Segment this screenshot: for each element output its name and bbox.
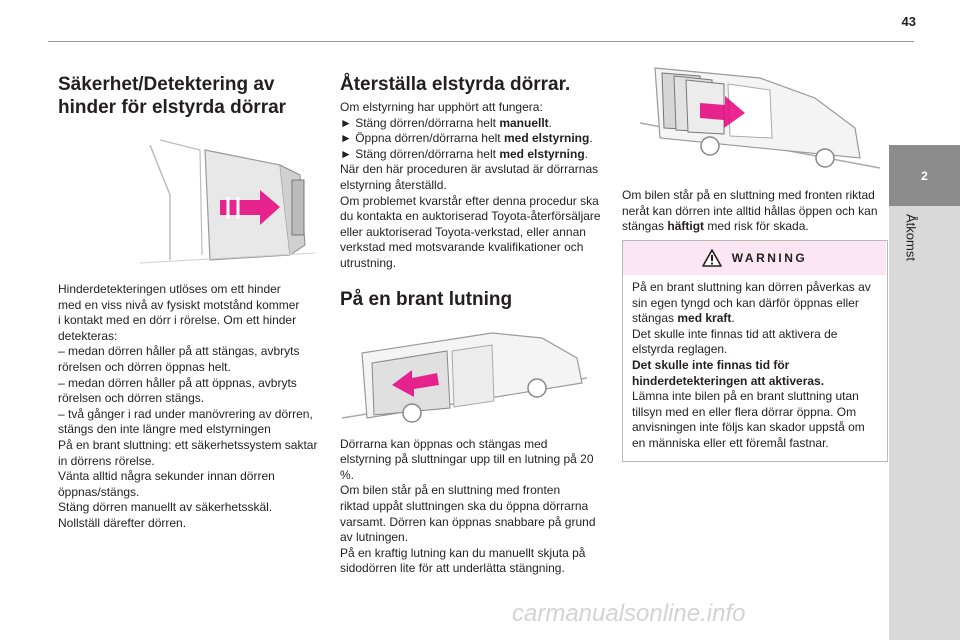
text-line: riktad uppåt sluttningen ska du öppna dörrarna: [340, 498, 589, 513]
text-line: Stäng dörren manuellt av säkerhetsskäl.: [58, 500, 273, 515]
text-line: i kontakt med en dörr i rörelse. Om ett hinder: [58, 313, 297, 328]
text-line: öppnas/stängs.: [58, 484, 140, 499]
text-line: verkstad med motsvarande kvalifikationer och: [340, 240, 584, 255]
text-line: utrustning.: [340, 255, 397, 270]
column-downhill: [622, 58, 887, 235]
text-line: neråt kan dörren inte alltid hållas öppen och kan: [622, 203, 878, 218]
text-emphasis: med kraft: [677, 311, 732, 326]
warning-title: WARNING: [731, 251, 808, 265]
step-text: ► Stäng dörren/dörrarna helt: [340, 146, 500, 161]
text-line: av lutningen.: [340, 530, 409, 545]
text-span: stängas: [632, 311, 678, 326]
van-uphill-slope-illustration: [342, 323, 587, 423]
text-line: [632, 311, 880, 327]
body-text: [58, 282, 326, 532]
body-text: [622, 188, 887, 235]
text-line: med en viss nivå av fysiskt motstånd kommer: [58, 297, 300, 312]
chapter-tab-number[interactable]: 2: [889, 145, 960, 206]
step-text: .: [548, 115, 552, 130]
text-span: stängas: [622, 219, 668, 234]
text-line: Dörrarna kan öppnas och stängas med: [340, 436, 548, 451]
warning-header: [623, 241, 886, 275]
text-line: Det skulle inte finnas tid att aktivera de: [632, 326, 838, 341]
sliding-door-obstacle-illustration: [140, 135, 315, 270]
warning-triangle-icon: [702, 249, 722, 267]
step-item: [340, 131, 605, 147]
text-span: med risk för skada.: [704, 219, 809, 234]
step-item: [340, 116, 605, 132]
section-heading: Återställa elstyrda dörrar.: [340, 74, 571, 95]
text-line: %.: [340, 467, 355, 482]
heading-line: hinder för elstyrda dörrar: [58, 97, 287, 118]
header-rule: [48, 41, 914, 42]
chapter-tab: [889, 206, 960, 296]
text-line: hinderdetekteringen att aktiveras.: [632, 373, 825, 388]
step-emphasis: med elstyrning: [503, 131, 590, 146]
text-line: Om bilen står på en sluttning med fronten riktad: [622, 188, 875, 202]
text-line: Om elstyrning har upphört att fungera:: [340, 100, 543, 114]
text-line: – medan dörren håller på att stängas, avbryts: [58, 344, 300, 359]
section-heading: På en brant lutning: [340, 288, 513, 310]
text-line: detekteras:: [58, 328, 118, 343]
body-text: [340, 100, 605, 272]
step-text: .: [589, 131, 593, 146]
text-line: anvisningen inte följs kan skador uppstå om: [632, 420, 865, 435]
chapter-tab-strip: [889, 296, 960, 640]
chapter-title: Åtkomst: [903, 214, 919, 261]
text-line: elstyrning på sluttningar upp till en lutning på 20: [340, 452, 594, 467]
text-line: sin egen tyngd och kan därför öppnas eller: [632, 295, 859, 310]
text-emphasis: häftigt: [667, 219, 705, 234]
text-line: elstyrda reglagen.: [632, 342, 728, 357]
text-line: sidodörren lite för att underlätta stängning.: [340, 561, 565, 576]
text-line: tillsyn med en eller flera dörrar öppna. Om: [632, 404, 857, 419]
text-line: in dörrens rörelse.: [58, 453, 155, 468]
step-text: .: [584, 146, 589, 161]
text-line: du kontakta en auktoriserad Toyota-återförsäljare: [340, 209, 601, 224]
text-line: Det skulle inte finnas tid för: [632, 357, 790, 372]
text-line: På en brant sluttning: ett säkerhetssystem saktar: [58, 437, 318, 452]
step-text: ► Öppna dörren/dörrarna helt: [340, 131, 504, 146]
text-line: Hinderdetekteringen utlöses om ett hinder: [58, 282, 281, 296]
text-line: – två gånger i rad under manövrering av dörren,: [58, 406, 313, 421]
step-item: [340, 147, 605, 163]
text-line: varsamt. Dörren kan öppnas snabbare på grund: [340, 514, 596, 529]
heading-line: Säkerhet/Detektering av: [58, 74, 275, 95]
body-text: [340, 437, 605, 577]
warning-text: [632, 280, 880, 452]
text-line: eller auktoriserad Toyota-verkstad, eller annan: [340, 224, 586, 239]
step-emphasis: med elstyrning: [499, 146, 585, 161]
text-line: elstyrning återställd.: [340, 177, 447, 192]
page-number: 43: [901, 14, 916, 29]
watermark: carmanualsonline.info: [512, 600, 746, 627]
text-line: På en brant sluttning kan dörren påverkas av: [632, 280, 871, 294]
text-line: Nollställ därefter dörren.: [58, 515, 187, 530]
van-downhill-slope-illustration: [640, 58, 880, 178]
text-line: rörelsen och dörren stängs.: [58, 391, 205, 406]
column-reset-doors: [340, 73, 605, 577]
text-line: Om problemet kvarstår efter denna procedur ska: [340, 193, 599, 208]
text-line: stängs den inte längre med elstyrningen: [58, 422, 271, 437]
text-line: en människa eller ett föremål fastnar.: [632, 435, 829, 450]
step-emphasis: manuellt: [499, 115, 549, 130]
text-line: När den här proceduren är avslutad är dörrarnas: [340, 162, 599, 177]
text-line: [622, 219, 887, 235]
text-line: rörelsen och dörren öppnas helt.: [58, 359, 231, 374]
text-line: – medan dörren håller på att öppnas, avbryts: [58, 375, 297, 390]
step-text: ► Stäng dörren/dörrarna helt: [340, 115, 500, 130]
text-span: .: [731, 311, 735, 326]
section-heading: [58, 73, 326, 119]
column-obstacle-detection: [58, 73, 326, 532]
text-line: På en kraftig lutning kan du manuellt skjuta på: [340, 545, 586, 560]
text-line: Om bilen står på en sluttning med fronten: [340, 483, 561, 498]
text-line: Lämna inte bilen på en brant sluttning utan: [632, 389, 859, 404]
text-line: Vänta alltid några sekunder innan dörren: [58, 469, 275, 484]
